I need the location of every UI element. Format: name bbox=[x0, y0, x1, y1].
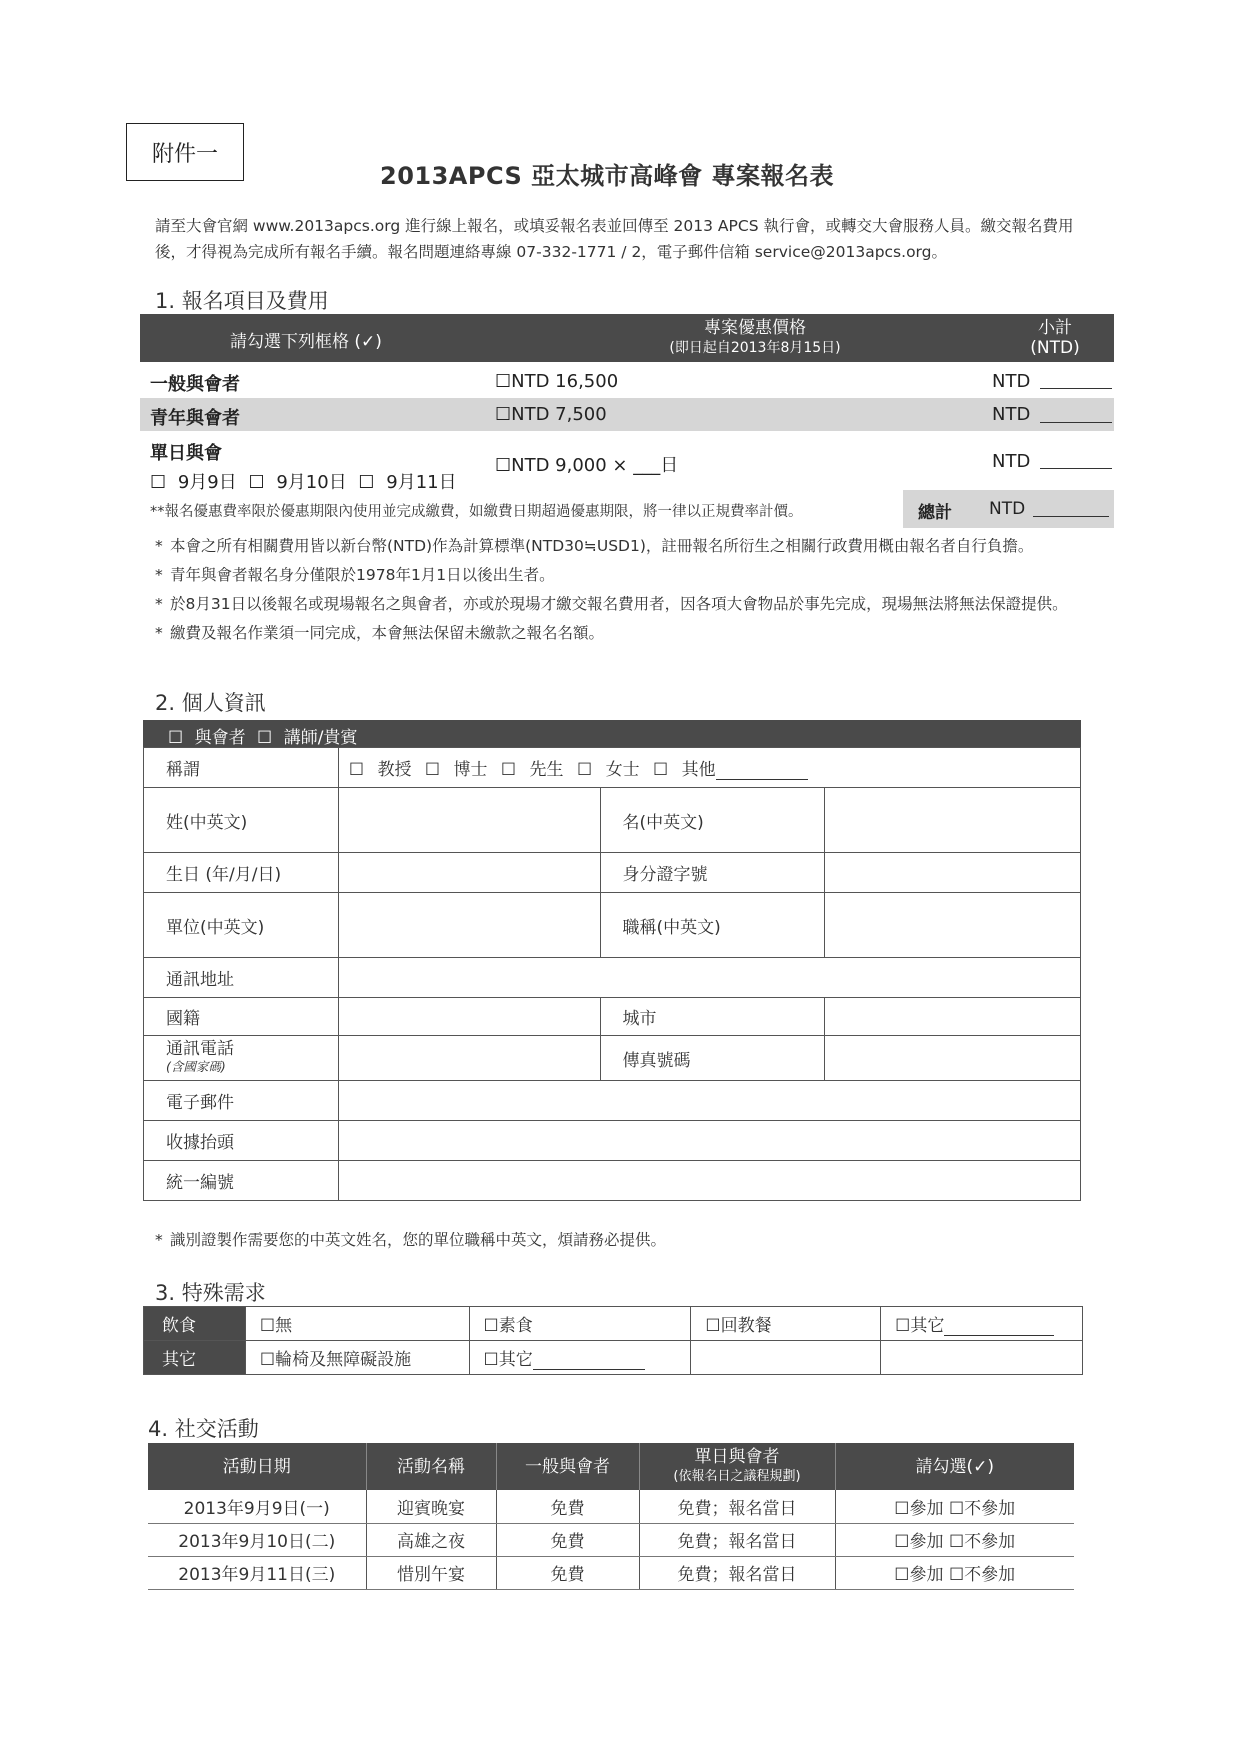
organization-field[interactable] bbox=[338, 893, 600, 958]
birthday-label: 生日 (年/月/日) bbox=[144, 853, 339, 893]
other-needs-empty-2 bbox=[881, 1341, 1083, 1375]
fee-notes: * 本會之所有相關費用皆以新台幣(NTD)作為計算標準(NTD30≒USD1)，註冊報名所衍生之相關行政費用概由報名者自行負擔。 * 青年與會者報名身分僅限於1978年1月1日以後出生者。 * 於8月31日以後報名或現場報名之與會者，亦或於現場才繳交報名費用者，因各項大會物品於事先完成，現場無法將無法保證提供。 * 繳費及報名作業須一同完成，本會無法保留未繳款之報名名額。 bbox=[155, 534, 1085, 645]
section3-title: 3. 特殊需求 bbox=[155, 1281, 266, 1305]
fee-note-4: 繳費及報名作業須一同完成，本會無法保留未繳款之報名名額。 bbox=[170, 624, 605, 642]
reg-general-checkbox[interactable]: ☐NTD 16,500 bbox=[495, 371, 619, 392]
organization-label: 單位(中英文) bbox=[144, 893, 339, 958]
diet-halal[interactable]: ☐回教餐 bbox=[691, 1307, 881, 1341]
phone-label: 通訊電話 (含國家碼) bbox=[144, 1036, 339, 1081]
reg-youth-subtotal: NTD bbox=[992, 404, 1031, 425]
fee-note-1: 本會之所有相關費用皆以新台幣(NTD)作為計算標準(NTD30≒USD1)，註冊報名所衍生之相關行政費用概由報名者自行負擔。 bbox=[170, 537, 1034, 555]
personal-info-table bbox=[143, 747, 1081, 1201]
id-number-field[interactable] bbox=[825, 853, 1081, 893]
header-date: 活動日期 bbox=[148, 1443, 366, 1490]
diet-none[interactable]: ☐無 bbox=[245, 1307, 469, 1341]
header-general: 一般與會者 bbox=[496, 1443, 639, 1490]
activity-single-fee: 免費；報名當日 bbox=[639, 1556, 835, 1589]
fax-label: 傳真號碼 bbox=[600, 1036, 825, 1081]
title-options-cell[interactable] bbox=[338, 748, 1080, 788]
activity-general-fee: 免費 bbox=[496, 1556, 639, 1589]
annex-label: 附件一 bbox=[126, 123, 244, 181]
activity-name: 高雄之夜 bbox=[366, 1523, 496, 1556]
nationality-label: 國籍 bbox=[144, 998, 339, 1036]
surname-field[interactable] bbox=[338, 788, 600, 853]
phone-field[interactable] bbox=[338, 1036, 600, 1081]
tax-id-field[interactable] bbox=[338, 1161, 1080, 1201]
special-needs-table bbox=[143, 1306, 1083, 1375]
header-choice: 請勾選(✓) bbox=[835, 1443, 1074, 1490]
total-currency: NTD bbox=[989, 499, 1026, 519]
other-needs-cell[interactable] bbox=[469, 1341, 691, 1375]
reg-single-checkbox[interactable]: ☐NTD 9,000 × ___日 bbox=[495, 455, 679, 476]
s1-header-col1: 請勾選下列框格 (✓) bbox=[230, 332, 382, 352]
reg-general-subtotal-line[interactable] bbox=[1040, 388, 1112, 389]
section1-title: 1. 報名項目及費用 bbox=[155, 289, 329, 313]
activity-date: 2013年9月10日(二) bbox=[148, 1523, 366, 1556]
address-field[interactable] bbox=[338, 958, 1080, 998]
id-number-label: 身分證字號 bbox=[600, 853, 825, 893]
discount-note: **報名優惠費率限於優惠期限內使用並完成繳費，如繳費日期超過優惠期限，將一律以正規費率計價。 bbox=[150, 504, 803, 520]
receipt-title-field[interactable] bbox=[338, 1121, 1080, 1161]
phone-note: (含國家碼) bbox=[166, 1059, 226, 1074]
s1-header-col3: 小計 (NTD) bbox=[1030, 318, 1080, 358]
fax-field[interactable] bbox=[825, 1036, 1081, 1081]
attendee-type-options[interactable]: ☐ 與會者 ☐ 講師/貴賓 bbox=[168, 728, 358, 748]
badge-note: * 識別證製作需要您的中英文姓名，您的單位職稱中英文，煩請務必提供。 bbox=[155, 1231, 667, 1249]
other-needs-label: 其它 bbox=[144, 1341, 246, 1375]
other-needs-empty-1 bbox=[691, 1341, 881, 1375]
diet-other-cell[interactable] bbox=[881, 1307, 1083, 1341]
page-title: 2013APCS 亞太城市高峰會 專案報名表 bbox=[380, 162, 835, 190]
section2-title: 2. 個人資訊 bbox=[155, 691, 266, 715]
reg-single-label: 單日與會 bbox=[150, 443, 222, 464]
table-row bbox=[148, 1556, 1074, 1589]
activity-choice[interactable]: ☐參加 ☐不參加 bbox=[835, 1490, 1074, 1523]
email-label: 電子郵件 bbox=[144, 1081, 339, 1121]
activity-name: 迎賓晚宴 bbox=[366, 1490, 496, 1523]
reg-single-subtotal: NTD bbox=[992, 451, 1031, 472]
activity-date: 2013年9月9日(一) bbox=[148, 1490, 366, 1523]
reg-general-label: 一般與會者 bbox=[150, 374, 240, 395]
header-single: 單日與會者 (依報名日之議程規劃) bbox=[639, 1443, 835, 1490]
birthday-field[interactable] bbox=[338, 853, 600, 893]
reg-youth-row-bg bbox=[140, 398, 1114, 431]
reg-youth-subtotal-line[interactable] bbox=[1040, 422, 1112, 423]
s1-header-col2: 專案優惠價格 (即日起自2013年8月15日) bbox=[669, 318, 841, 356]
diet-label: 飲食 bbox=[144, 1307, 246, 1341]
table-row bbox=[148, 1490, 1074, 1523]
activity-single-fee: 免費；報名當日 bbox=[639, 1523, 835, 1556]
activity-single-fee: 免費；報名當日 bbox=[639, 1490, 835, 1523]
city-label: 城市 bbox=[600, 998, 825, 1036]
reg-single-subtotal-line[interactable] bbox=[1040, 468, 1112, 469]
reg-youth-label: 青年與會者 bbox=[150, 408, 240, 429]
table-row bbox=[148, 1523, 1074, 1556]
fee-note-3: 於8月31日以後報名或現場報名之與會者，亦或於現場才繳交報名費用者，因各項大會物品於事先完成，現場無法將無法保證提供。 bbox=[170, 595, 1068, 613]
total-box bbox=[903, 490, 1114, 528]
given-name-field[interactable] bbox=[825, 788, 1081, 853]
given-name-label: 名(中英文) bbox=[600, 788, 825, 853]
section4-title: 4. 社交活動 bbox=[148, 1417, 259, 1441]
title-label: 稱謂 bbox=[144, 748, 339, 788]
total-label: 總計 bbox=[918, 503, 952, 523]
city-field[interactable] bbox=[825, 998, 1081, 1036]
reg-youth-checkbox[interactable]: ☐NTD 7,500 bbox=[495, 404, 607, 425]
activity-choice[interactable]: ☐參加 ☐不參加 bbox=[835, 1523, 1074, 1556]
other-needs-option[interactable]: ☐其它 bbox=[483, 1350, 533, 1370]
activity-date: 2013年9月11日(三) bbox=[148, 1556, 366, 1589]
intro-text: 請至大會官網 www.2013apcs.org 進行線上報名，或填妥報名表並回傳至 2013 APCS 執行會，或轉交大會服務人員。繳交報名費用後，才得視為完成所有報名手續。報名問題連絡專線 07-332-1771 / 2，電子郵件信箱 service@2013apcs.org。 bbox=[155, 217, 1074, 261]
other-needs-line[interactable] bbox=[533, 1352, 645, 1370]
activity-choice[interactable]: ☐參加 ☐不參加 bbox=[835, 1556, 1074, 1589]
reg-single-day-options[interactable]: ☐ 9月9日 ☐ 9月10日 ☐ 9月11日 bbox=[150, 472, 457, 493]
section2-header-bar bbox=[143, 720, 1081, 747]
tax-id-label: 統一編號 bbox=[144, 1161, 339, 1201]
diet-vegetarian[interactable]: ☐素食 bbox=[469, 1307, 691, 1341]
social-activities-table bbox=[148, 1443, 1074, 1590]
activity-general-fee: 免費 bbox=[496, 1523, 639, 1556]
email-field[interactable] bbox=[338, 1081, 1080, 1121]
total-input-line[interactable] bbox=[1033, 516, 1109, 517]
reg-general-subtotal: NTD bbox=[992, 371, 1031, 392]
fee-note-2: 青年與會者報名身分僅限於1978年1月1日以後出生者。 bbox=[170, 566, 555, 584]
diet-other[interactable]: ☐其它 bbox=[895, 1316, 945, 1336]
activity-general-fee: 免費 bbox=[496, 1490, 639, 1523]
header-name: 活動名稱 bbox=[366, 1443, 496, 1490]
receipt-title-label: 收據抬頭 bbox=[144, 1121, 339, 1161]
job-title-label: 職稱(中英文) bbox=[600, 893, 825, 958]
title-other-line[interactable] bbox=[716, 762, 808, 780]
title-options[interactable]: ☐ 教授 ☐ 博士 ☐ 先生 ☐ 女士 ☐ 其他 bbox=[348, 760, 716, 780]
surname-label: 姓(中英文) bbox=[144, 788, 339, 853]
job-title-field[interactable] bbox=[825, 893, 1081, 958]
nationality-field[interactable] bbox=[338, 998, 600, 1036]
diet-other-line[interactable] bbox=[944, 1318, 1054, 1336]
activity-name: 惜別午宴 bbox=[366, 1556, 496, 1589]
wheelchair-option[interactable]: ☐輪椅及無障礙設施 bbox=[245, 1341, 469, 1375]
address-label: 通訊地址 bbox=[144, 958, 339, 998]
section1-header-bar bbox=[140, 314, 1114, 362]
